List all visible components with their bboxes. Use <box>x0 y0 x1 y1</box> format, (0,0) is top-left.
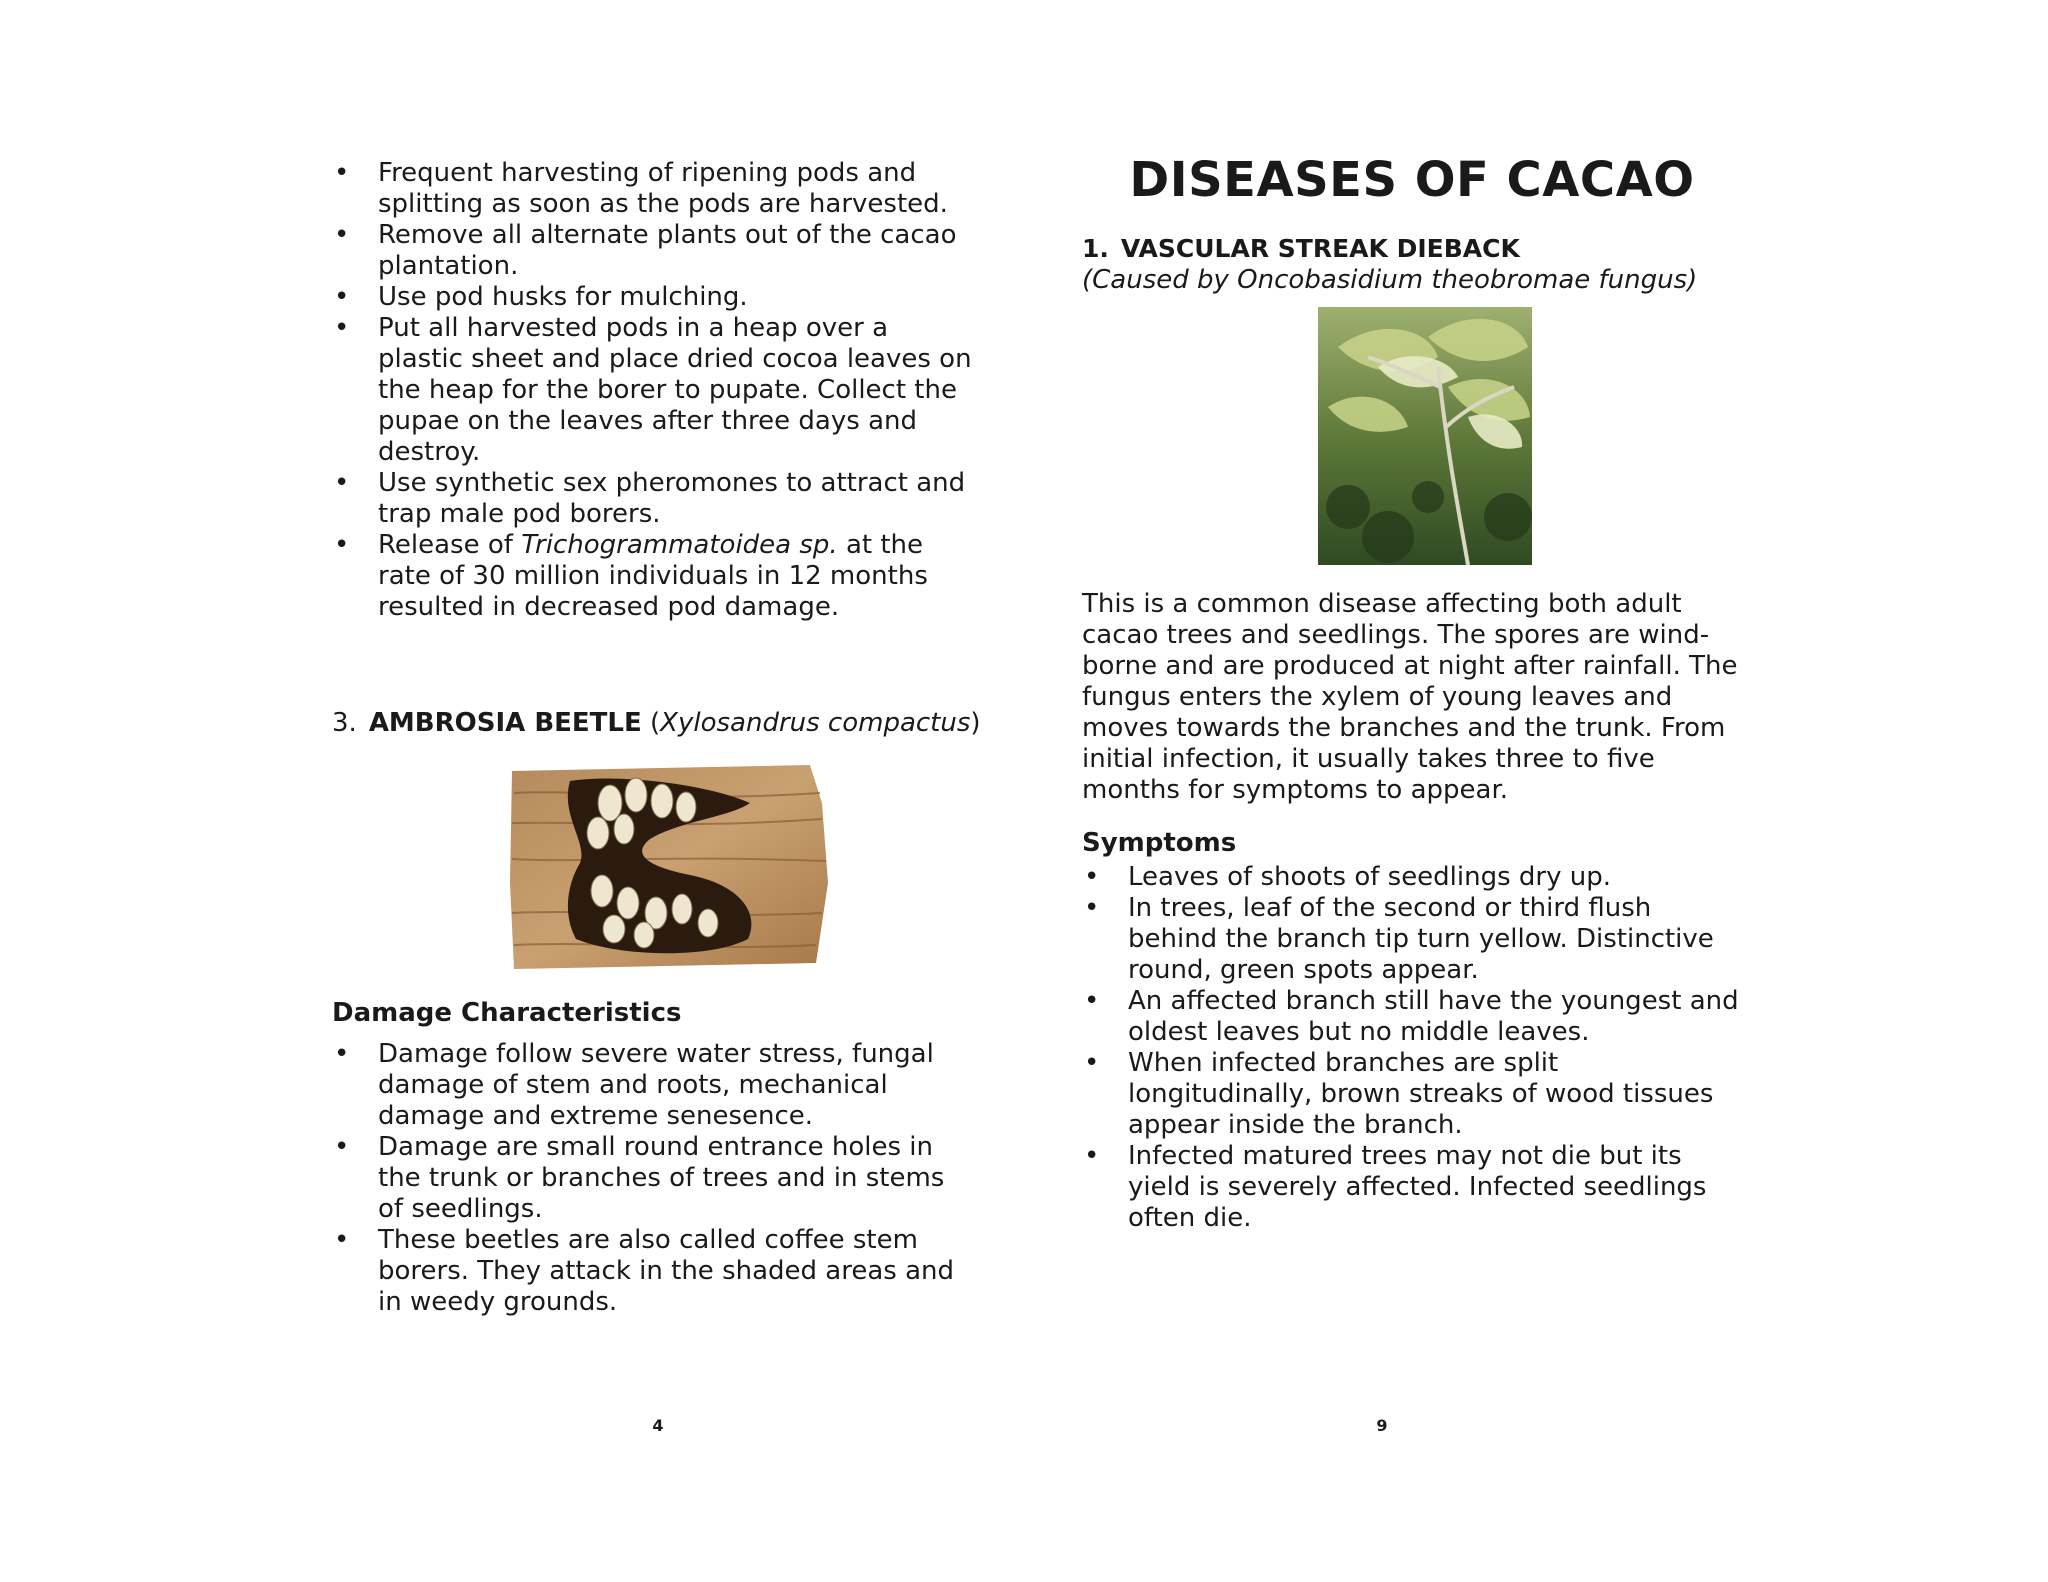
list-item: • Leaves of shoots of seedlings dry up. <box>1082 862 1742 893</box>
release-suffix: at the rate of 30 million individuals in 12 months resulted in decreased pod damage. <box>378 530 928 622</box>
list-item: • Use pod husks for mulching. <box>332 282 972 313</box>
list-item: • Damage follow severe water stress, fungal damage of stem and roots, mechanical damage and extreme senesence. <box>332 1039 972 1132</box>
ambrosia-beetle-photo <box>510 763 828 971</box>
section-number: 1. <box>1082 234 1109 263</box>
release-prefix: Release of <box>378 530 522 560</box>
disease-description: This is a common disease affecting both adult cacao trees and seedlings. The spores are wind-borne and are produced at night after rainfall. The fungus enters the xylem of young leaves and moves towards the branches and the trunk. From initial infection, it usually takes three to five months for symptoms to appear. <box>1082 589 1738 805</box>
list-item: • Frequent harvesting of ripening pods and splitting as soon as the pods are harvested. <box>332 158 972 220</box>
cacao-plant-photo <box>1318 307 1532 565</box>
symptoms-list <box>1082 862 1742 1234</box>
disease-cause: (Caused by Oncobasidium theobromae fungus) <box>1082 265 1698 295</box>
ambrosia-beetle-heading <box>332 708 981 739</box>
page-title: DISEASES OF CACAO <box>1129 152 1695 208</box>
disease-name: VASCULAR STREAK DIEBACK <box>1120 234 1520 263</box>
close-paren: ) <box>970 708 981 738</box>
pest-name: AMBROSIA BEETLE <box>368 708 642 738</box>
list-item: • Damage are small round entrance holes in the trunk or branches of trees and in stems of seedlings. <box>332 1132 972 1225</box>
scientific-name: Xylosandrus compactus <box>660 708 971 738</box>
list-item: • Put all harvested pods in a heap over a plastic sheet and place dried cocoa leaves on the heap for the borer to pupate. Collect the pupae on the leaves after three days and destroy. <box>332 313 972 468</box>
list-item: • Remove all alternate plants out of the cacao plantation. <box>332 220 972 282</box>
control-measures-list <box>332 158 972 623</box>
list-item: • Infected matured trees may not die but its yield is severely affected. Infected seedlings often die. <box>1082 1141 1742 1234</box>
list-item: • In trees, leaf of the second or third flush behind the branch tip turn yellow. Distinctive round, green spots appear. <box>1082 893 1742 986</box>
list-item: • An affected branch still have the youngest and oldest leaves but no middle leaves. <box>1082 986 1742 1048</box>
disease-heading <box>1082 233 1520 264</box>
symptoms-heading: Symptoms <box>1082 828 1237 858</box>
list-item: • These beetles are also called coffee stem borers. They attack in the shaded areas and in weedy grounds. <box>332 1225 972 1318</box>
damage-characteristics-heading: Damage Characteristics <box>332 998 682 1028</box>
open-paren: ( <box>641 708 661 738</box>
page-number: 9 <box>1376 1416 1388 1435</box>
list-item: • When infected branches are split longitudinally, brown streaks of wood tissues appear inside the branch. <box>1082 1048 1742 1141</box>
species-name: Trichogrammatoidea sp. <box>521 530 838 560</box>
page-number: 4 <box>652 1416 664 1435</box>
section-number: 3. <box>332 708 357 738</box>
list-item <box>332 530 972 623</box>
list-item: • Use synthetic sex pheromones to attract and trap male pod borers. <box>332 468 972 530</box>
damage-characteristics-list <box>332 1039 972 1318</box>
